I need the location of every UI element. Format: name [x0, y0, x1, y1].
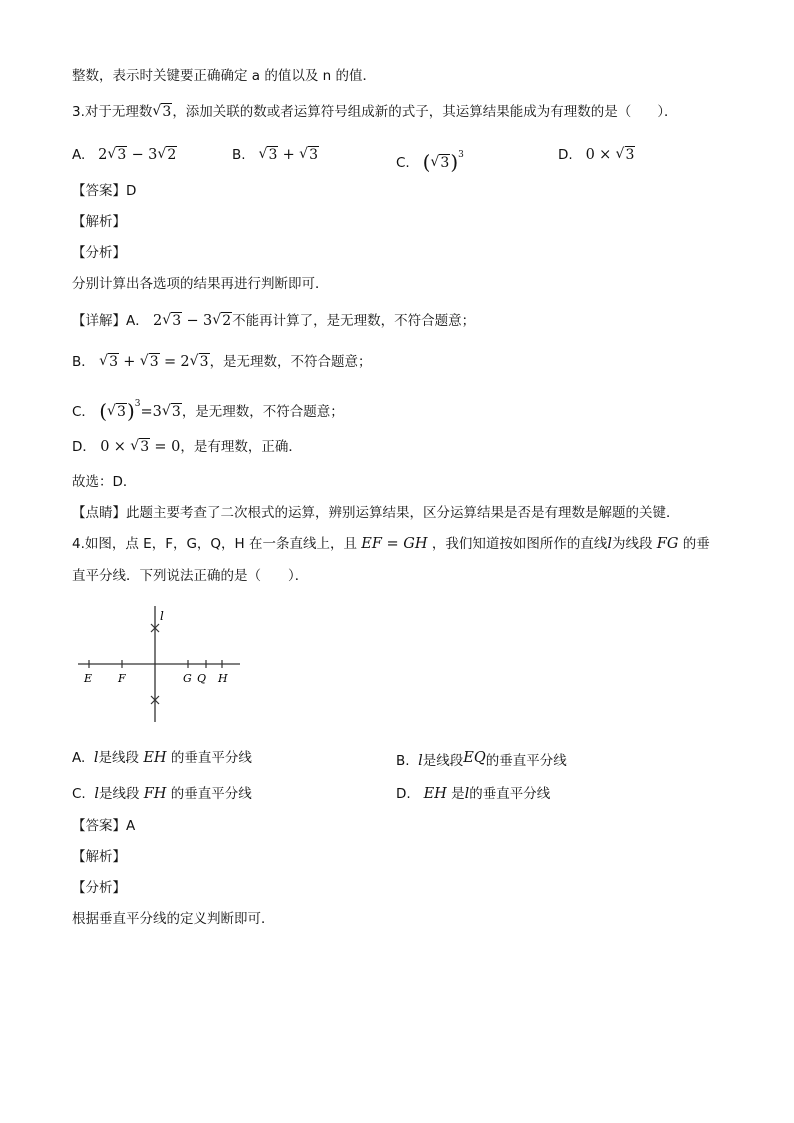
label-e: E [84, 672, 93, 685]
q3-choose: 故选：D． [72, 474, 137, 490]
q3-suffix: ，添加关联的数或者运算符号组成新的式子，其运算结果能成为有理数的是（ [172, 104, 632, 120]
label-g: G [183, 672, 192, 685]
q3-prefix: 3.对于无理数 [72, 104, 153, 120]
q3-option-b: B. √ 3 + √ 3 [232, 145, 319, 165]
question-4-stem-line2: 直平分线．下列说法正确的是（ ）． [72, 568, 309, 584]
q3-detail-a: 【详解】A． 2√ 3 − 3√ 2不能再计算了，是无理数，不符合题意； [72, 311, 475, 331]
q4-fenxi-heading: 【分析】 [72, 880, 126, 896]
q4-option-c: C. l是线段 FH 的垂直平分线 [72, 786, 252, 802]
q4-option-d: D. EH 是l的垂直平分线 [396, 786, 551, 802]
q3-option-c: C. (√ 3)$^3$ [396, 145, 464, 173]
q3-end: ）． [657, 104, 678, 120]
label-h: H [218, 672, 228, 685]
q4-fenxi-text: 根据垂直平分线的定义判断即可． [72, 911, 275, 927]
q3-jiexi-heading: 【解析】 [72, 214, 126, 230]
q3-detail-c: C． (√ 3)$^3$=3√ 3，是无理数，不符合题意； [72, 394, 344, 422]
q3-option-d: D. 0 × √ 3 [558, 145, 635, 165]
q4-answer: 【答案】A [72, 818, 136, 834]
perpendicular-bisector-figure [72, 600, 247, 730]
label-l: l [160, 609, 164, 623]
q4-option-b: B. l是线段EQ的垂直平分线 [396, 750, 567, 769]
question-3-stem [72, 102, 678, 122]
q3-fenxi-text: 分别计算出各选项的结果再进行判断即可． [72, 276, 329, 292]
sqrt-3: √ 3 [153, 102, 172, 122]
q4-jiexi-heading: 【解析】 [72, 849, 126, 865]
q3-option-a: A. 2√ 3 − 3√ 2 [72, 145, 177, 165]
q3-dianjing: 【点睛】此题主要考查了二次根式的运算，辨别运算结果，区分运算结果是否是有理数是解题的关键． [72, 505, 680, 521]
label-q: Q [197, 672, 207, 685]
q3-answer: 【答案】D [72, 183, 137, 199]
intro-text: 整数，表示时关键要正确确定 a 的值以及 n 的值． [72, 68, 376, 84]
q3-fenxi-heading: 【分析】 [72, 245, 126, 261]
label-f: F [118, 672, 126, 685]
q3-detail-b: B． √ 3 + √ 3 = 2√ 3，是无理数，不符合题意； [72, 352, 372, 372]
q4-option-a: A. l是线段 EH 的垂直平分线 [72, 750, 252, 766]
q3-detail-d: D． 0 × √ 3 = 0，是有理数，正确． [72, 437, 302, 457]
question-4-stem-line1: 4.如图，点 E，F，G，Q，H 在一条直线上，且 EF = GH ，我们知道按如图所作的直线l为线段 FG 的垂 [72, 536, 710, 552]
